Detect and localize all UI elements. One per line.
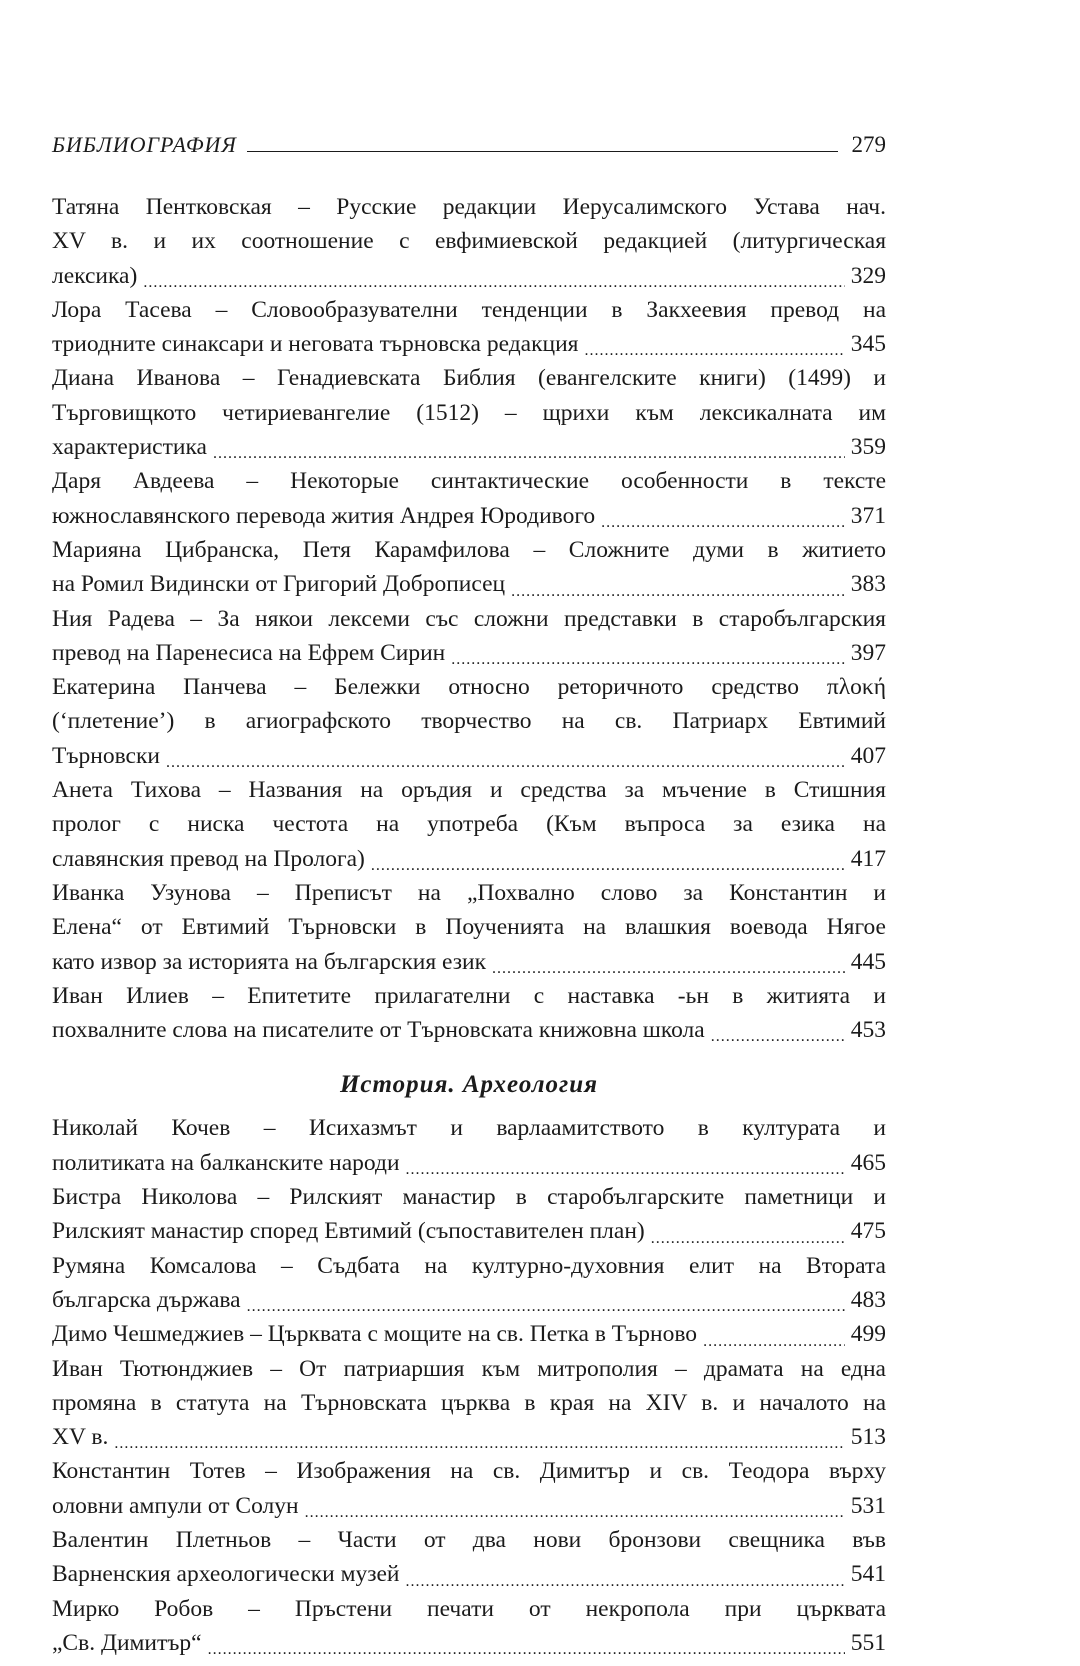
- dot-leader: [584, 327, 844, 361]
- dot-leader: [406, 1557, 845, 1591]
- entry-line: Марияна Цибранска, Петя Карамфилова – Сложните думи в житието: [52, 536, 886, 563]
- bibliography-entry: [52, 979, 886, 1048]
- bibliography-entry: [52, 1592, 886, 1661]
- bibliography-entry: [52, 190, 886, 293]
- entry-text: на Ромил Видински от Григорий Доброписец: [52, 571, 506, 598]
- entry-line: Анета Тихова – Названия на оръдия и средства за мъчение в Стишния: [52, 777, 886, 804]
- entry-page-number: 345: [850, 331, 886, 358]
- entry-text: българска държава: [52, 1286, 241, 1313]
- entry-text: Търновски: [52, 742, 160, 769]
- bibliography-entry: [52, 602, 886, 671]
- entry-page-number: 465: [850, 1149, 886, 1176]
- bibliography-entry: [52, 1317, 886, 1351]
- entry-text: Варненския археологически музей: [52, 1561, 400, 1588]
- entry-text: похвалните слова на писателите от Търновската книжовна школа: [52, 1017, 705, 1044]
- bibliography-entry: [52, 1454, 886, 1523]
- entry-text: славянския превод на Пролога): [52, 845, 365, 872]
- entry-page-number: 407: [850, 742, 886, 769]
- dot-leader: [143, 259, 844, 293]
- entry-line: Ния Радева – За някои лексеми със сложни представки в старобългарския: [52, 605, 886, 632]
- entry-text: „Св. Димитър“: [52, 1629, 202, 1656]
- entry-last-line: [52, 842, 886, 876]
- entry-last-line: [52, 1146, 886, 1180]
- bibliography-entry: [52, 1352, 886, 1455]
- entry-last-line: [52, 1214, 886, 1248]
- dot-leader: [371, 842, 845, 876]
- entry-text: триодните синаксари и неговата търновска редакция: [52, 331, 579, 358]
- entry-text: южнославянского перевода жития Андрея Юродивого: [52, 502, 596, 529]
- entry-page-number: 329: [850, 262, 886, 289]
- entry-page-number: 383: [850, 571, 886, 598]
- entry-last-line: [52, 1013, 886, 1047]
- entry-page-number: 397: [850, 639, 886, 666]
- bibliography-entry: [52, 464, 886, 533]
- entry-text: оловни ампули от Солун: [52, 1492, 299, 1519]
- entry-line: Иван Илиев – Епитетите прилагателни с наставка -ьн в житията и: [52, 982, 886, 1009]
- dot-leader: [451, 636, 845, 670]
- entry-last-line: [52, 739, 886, 773]
- section-title: История. Археология: [339, 1071, 599, 1099]
- bibliography-entry: [52, 533, 886, 602]
- entry-last-line: [52, 430, 886, 464]
- entry-last-line: [52, 1283, 886, 1317]
- dot-leader: [601, 499, 845, 533]
- entry-last-line: [52, 1626, 886, 1660]
- entry-line: Николай Кочев – Исихазмът и варлаамитството в културата и: [52, 1115, 886, 1142]
- bibliography-entry: [52, 361, 886, 464]
- entry-line: Иванка Узунова – Преписът на „Похвално слово за Константин и: [52, 879, 886, 906]
- entry-line: XV в. и их соотношение с евфимиевской редакцией (литургическая: [52, 228, 886, 255]
- running-head-rule: [247, 151, 838, 152]
- entry-last-line: [52, 636, 886, 670]
- entry-last-line: [52, 1557, 886, 1591]
- entry-page-number: 551: [850, 1629, 886, 1656]
- entry-line: Бистра Николова – Рилският манастир в старобългарските паметници и: [52, 1184, 886, 1211]
- entry-text: Рилският манастир според Евтимий (съпоставителен план): [52, 1218, 645, 1245]
- dot-leader: [703, 1317, 845, 1351]
- bibliography-entry: [52, 293, 886, 362]
- page-number: 279: [851, 132, 886, 157]
- entry-page-number: 541: [850, 1561, 886, 1588]
- bibliography-group-history: [52, 1111, 886, 1660]
- dot-leader: [492, 945, 845, 979]
- entry-text: политиката на балканските народи: [52, 1149, 400, 1176]
- entry-line: Елена“ от Евтимий Търновски в Поученията на влашкия воевода Нягое: [52, 914, 886, 941]
- entry-line: Търговищкото четириевангелие (1512) – щрихи към лексикалната им: [52, 399, 886, 426]
- dot-leader: [247, 1283, 845, 1317]
- entry-text: XV в.: [52, 1424, 109, 1451]
- entry-last-line: [52, 1420, 886, 1454]
- entry-text: превод на Паренесиса на Ефрем Сирин: [52, 639, 446, 666]
- entry-line: пролог с ниска честота на употреба (Към въпроса за езика на: [52, 811, 886, 838]
- bibliography-entry: [52, 1523, 886, 1592]
- entry-page-number: 453: [850, 1017, 886, 1044]
- entry-last-line: [52, 1489, 886, 1523]
- entry-page-number: 475: [850, 1218, 886, 1245]
- bibliography-entry: [52, 1180, 886, 1249]
- entry-line: Валентин Плетньов – Части от два нови бронзови свещника във: [52, 1526, 886, 1553]
- bibliography-entry: [52, 773, 886, 876]
- running-head-title: БИБЛИОГРАФИЯ: [52, 132, 237, 157]
- entry-page-number: 483: [850, 1286, 886, 1313]
- bibliography-entry: [52, 670, 886, 773]
- dot-leader: [711, 1013, 845, 1047]
- entry-last-line: [52, 327, 886, 361]
- entry-line: Константин Тотев – Изображения на св. Димитър и св. Теодора върху: [52, 1458, 886, 1485]
- dot-leader: [114, 1420, 844, 1454]
- dot-leader: [651, 1214, 845, 1248]
- entry-last-line: [52, 259, 886, 293]
- entry-page-number: 513: [850, 1424, 886, 1451]
- entry-last-line: [52, 567, 886, 601]
- dot-leader: [406, 1146, 845, 1180]
- entry-line: промяна в статута на Търновската църква в края на XIV в. и началото на: [52, 1389, 886, 1416]
- entry-line: Лора Тасева – Словообразувателни тенденции в Закхеевия превод на: [52, 296, 886, 323]
- entry-page-number: 499: [850, 1321, 886, 1348]
- dot-leader: [166, 739, 845, 773]
- entry-text: Димо Чешмеджиев – Църквата с мощите на св. Петка в Търново: [52, 1321, 698, 1348]
- bibliography-group-philology: [52, 190, 886, 1047]
- entry-line: Румяна Комсалова – Съдбата на културно-духовния елит на Втората: [52, 1252, 886, 1279]
- entry-last-line: [52, 1317, 886, 1351]
- entry-text: лексика): [52, 262, 138, 289]
- entry-line: Татяна Пентковская – Русские редакции Иерусалимского Устава нач.: [52, 194, 886, 220]
- entry-page-number: 417: [850, 845, 886, 872]
- dot-leader: [305, 1489, 845, 1523]
- bibliography-entry: [52, 1249, 886, 1318]
- entry-line: Даря Авдеева – Некоторые синтактические особенности в тексте: [52, 468, 886, 495]
- entry-page-number: 371: [850, 502, 886, 529]
- dot-leader: [213, 430, 845, 464]
- bibliography-entry: [52, 876, 886, 979]
- entry-last-line: [52, 945, 886, 979]
- entry-text: характеристика: [52, 434, 207, 461]
- bibliography-content: [52, 190, 886, 1660]
- entry-line: Мирко Робов – Пръстени печати от некропола при църквата: [52, 1595, 886, 1622]
- entry-line: Иван Тютюнджиев – От патриаршия към митрополия – драмата на една: [52, 1355, 886, 1382]
- entry-page-number: 445: [850, 948, 886, 975]
- entry-text: като извор за историята на българския език: [52, 948, 486, 975]
- entry-line: (‘плетение’) в агиографското творчество на св. Патриарх Евтимий: [52, 708, 886, 735]
- bibliography-entry: [52, 1111, 886, 1180]
- running-head: [52, 132, 886, 160]
- entry-last-line: [52, 499, 886, 533]
- dot-leader: [511, 567, 845, 601]
- entry-line: Диана Иванова – Генадиевската Библия (евангелските книги) (1499) и: [52, 365, 886, 392]
- entry-page-number: 531: [850, 1492, 886, 1519]
- entry-line: Екатерина Панчева – Бележки относно реторичното средство πλοκή: [52, 674, 886, 701]
- entry-page-number: 359: [850, 434, 886, 461]
- dot-leader: [208, 1626, 845, 1660]
